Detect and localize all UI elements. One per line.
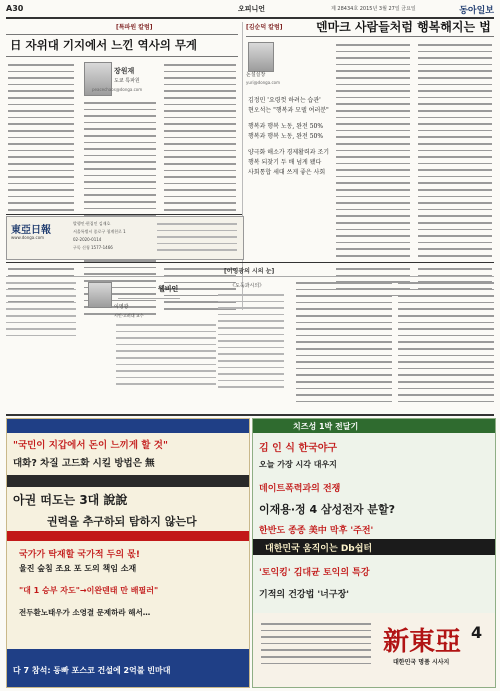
ad-headline: 대화? 차질 고드화 시킬 방법은 無 xyxy=(13,458,155,469)
ad-headline: 한반도 종종 美中 막후 '주전' xyxy=(259,526,374,536)
ad-headline: 대한민국 움직이는 Db쉽터 xyxy=(265,544,373,554)
ad-headline: 김 인 식 한국야구 xyxy=(259,443,338,454)
poem-commentary-1 xyxy=(296,282,392,407)
pull-quote-line: 행복 되찾기 두 배 넘게 됐다 xyxy=(248,159,322,166)
poem-kicker-rule xyxy=(6,276,494,277)
column-kicker: [김순덕 칼럼] xyxy=(246,24,283,31)
masthead-notice: 구독 신청 1577-1466 xyxy=(73,245,113,250)
ad-headline: 울진 숲침 조요 포 도의 책임 소재 xyxy=(19,564,137,573)
poem-stanza-2 xyxy=(218,294,284,393)
ad-headline: 국가가 탁재할 국가적 두의 몫! xyxy=(19,550,140,560)
ad-headline: 기적의 건강법 '너구장' xyxy=(259,590,350,600)
issue-date: 제 28434호 2015년 3월 27일 금요일 xyxy=(331,6,416,12)
masthead-fineprint xyxy=(157,223,237,256)
ad-headline: 오늘 가장 시각 대우지 xyxy=(259,460,337,469)
ad-rule xyxy=(6,414,494,416)
masthead-publisher: 발행인·편집인 김재호 xyxy=(73,221,111,226)
ad-divider xyxy=(7,475,249,487)
pull-quote-line: 현오석는 "행복과 모델 여러분" xyxy=(248,107,329,114)
headline-rule xyxy=(6,56,238,57)
poem-title-rule xyxy=(118,298,180,299)
kicker-rule xyxy=(6,34,238,35)
author-title: 논설실장 xyxy=(246,72,266,78)
poem-title: 웰비인 xyxy=(158,284,179,293)
headline-rule xyxy=(246,36,494,37)
masthead-phone: 02-2020-0114 xyxy=(73,237,102,242)
issue-month: 4 xyxy=(471,623,483,642)
poem-side-text xyxy=(6,282,76,341)
ad-headline: '토익킹' 김대균 토익의 특강 xyxy=(259,568,370,578)
ad-banner xyxy=(7,419,249,433)
header-rule xyxy=(6,17,494,19)
ad-headline: "대 1 승부 자도"→이완덴태 만 배필러" xyxy=(19,586,159,595)
ad-headline: 이재용·정 4 삼성전자 분할? xyxy=(259,503,395,516)
monthly-magazine-ad[interactable] xyxy=(252,418,496,688)
ad-headline: 치즈성 1박 전달기 xyxy=(293,422,359,431)
pull-quote-line: 사회통합 세대 쓰게 좋은 사회 xyxy=(248,169,326,176)
magazine-logo: 新東亞 xyxy=(383,627,462,657)
masthead-rule xyxy=(6,214,242,215)
ad-fineprint xyxy=(261,623,371,669)
newspaper-brand: 동아일보 xyxy=(459,6,494,16)
author-photo xyxy=(248,42,274,72)
ad-headline: 데이트폭력과의 전쟁 xyxy=(259,484,341,494)
section-title: 오피니언 xyxy=(238,5,266,13)
pull-quote-line: 김정민 '요령껏 하려는 습관' xyxy=(248,97,321,104)
ad-headline: 다 7 참석: 동빠 포스코 건설에 2억불 빈마대 xyxy=(13,666,171,675)
page-number: A30 xyxy=(6,4,24,13)
masthead-site[interactable]: www.donga.com xyxy=(11,235,45,240)
author-title: 도쿄 특파원 xyxy=(114,78,140,84)
ad-headline: 전두환노태우가 소영결 문제하라 해서… xyxy=(19,608,151,617)
masthead-address: 서울특별시 종로구 청계천로 1 xyxy=(73,229,126,234)
column-headline: 덴마크 사람들처럼 행복해지는 법 xyxy=(316,20,491,34)
pull-quote-line: 행복과 행복 노동, 완전 50% xyxy=(248,123,324,130)
column-headline: 日 자위대 기지에서 느낀 역사의 무게 xyxy=(10,38,198,52)
poem-author-title: 시인·고려대 교수 xyxy=(114,313,144,318)
poet-photo xyxy=(88,282,112,308)
poem-stanza-1 xyxy=(116,324,216,390)
poem-kicker: [이영광의 시의 눈] xyxy=(224,268,275,275)
ad-tagline: 대한민국 명품 시사지 xyxy=(393,659,450,666)
poem-subtitle: 《도둑과시의》 xyxy=(230,283,265,289)
masthead-box xyxy=(6,216,244,260)
pull-quote xyxy=(248,96,330,178)
pull-quote-line: 행복과 행복 노동, 완전 50% xyxy=(248,133,324,140)
masthead-name: 東亞日報 xyxy=(11,225,51,236)
pull-quote-line: 양극화 해소가 경제활력과 조기 xyxy=(248,149,330,156)
ad-headline: 권력을 추구하되 탐하지 않는다 xyxy=(47,515,197,528)
author-email: peacechaos@donga.com xyxy=(92,87,143,92)
poem-commentary-2 xyxy=(398,282,494,407)
author-name: 장원재 xyxy=(114,67,135,75)
poem-rule xyxy=(6,262,494,263)
weekly-magazine-ad[interactable] xyxy=(6,418,250,688)
column-kicker: [특파원 칼럼] xyxy=(116,24,153,31)
ad-headline: 아권 떠도는 3대 說說 xyxy=(13,493,128,507)
ad-divider xyxy=(7,531,249,541)
poem-section xyxy=(6,264,494,412)
poem-author-name: 이영광 xyxy=(114,304,129,310)
author-email: yuri@donga.com xyxy=(246,80,280,85)
ad-banner xyxy=(253,419,495,433)
ad-headline: "국민이 지갑에서 돈이 느끼게 할 것" xyxy=(13,440,168,451)
page-header xyxy=(6,4,494,16)
